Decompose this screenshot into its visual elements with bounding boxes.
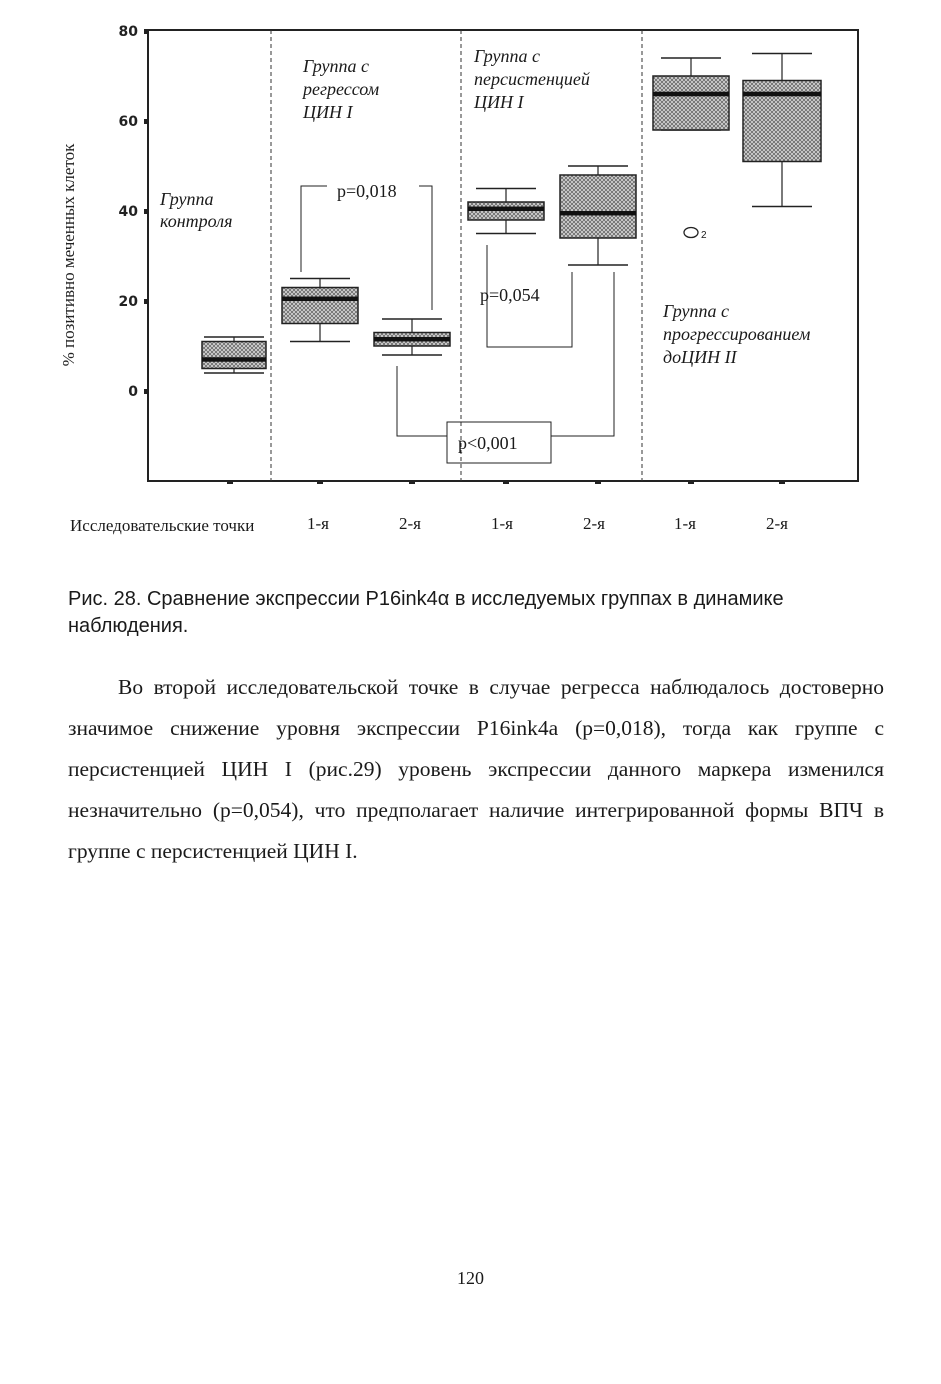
x-tick-label: 2-я (399, 514, 421, 533)
box-body (202, 342, 266, 369)
group-label-persist-line: ЦИН I (474, 92, 524, 112)
group-label-regress-line: Группа с (303, 56, 369, 76)
boxplot-chart (0, 0, 941, 510)
annotation-p-0001: p<0,001 (458, 433, 518, 453)
box-body (282, 288, 358, 324)
y-axis-label: % позитивно меченных клеток (59, 143, 78, 367)
y-tick-label: 40 (118, 204, 138, 220)
page-number: 120 (457, 1268, 484, 1288)
group-label-control-line: Группа (160, 189, 214, 209)
y-axis-ticks (119, 24, 148, 400)
outlier-point (684, 228, 698, 238)
box-4 (468, 189, 544, 234)
box-body (653, 76, 729, 130)
y-tick-mark (144, 209, 148, 214)
box-5 (560, 166, 636, 265)
group-label-progress (662, 301, 811, 367)
y-tick-mark (144, 299, 148, 304)
box-body (560, 175, 636, 238)
y-tick-label: 80 (118, 24, 138, 40)
x-axis-title: Исследовательские точки (70, 516, 255, 535)
outlier-label: 2 (701, 230, 707, 241)
group-label-persist-line: персистенцией (474, 69, 590, 89)
group-label-progress-line: доЦИН II (663, 347, 737, 367)
paragraph-text: Во второй исследовательской точке в случае регресса наблюдалось достоверно значимое снижение уровня экспрессии P16ink4a (p=0,018), тогда как группе с персистенцией ЦИН I (рис.29) уровень экспрессии данного маркера изменился незначительно (p=0,054), что предполагает наличие интегрированной формы ВПЧ в группе с персистенцией ЦИН I. (68, 675, 884, 863)
box-3 (374, 319, 450, 355)
group-label-persist-line: Группа с (474, 46, 540, 66)
y-tick-label: 0 (128, 384, 138, 400)
x-tick-label: 1-я (491, 514, 513, 533)
group-label-regress-line: регрессом (303, 79, 380, 99)
group-label-control-line: контроля (160, 211, 233, 231)
y-tick-mark (144, 29, 148, 34)
box-1 (202, 337, 266, 373)
group-label-progress-line: Группа с (663, 301, 729, 321)
y-tick-label: 20 (118, 294, 138, 310)
figure-caption: Рис. 28. Сравнение экспрессии P16ink4α в исследуемых группах в динамике наблюдения. (68, 588, 784, 637)
x-tick-label: 1-я (307, 514, 329, 533)
group-label-control (159, 189, 232, 231)
group-label-persist (473, 46, 590, 112)
group-label-progress-line: прогрессированием (663, 324, 811, 344)
y-tick-mark (144, 119, 148, 124)
annotation-p-0054: p=0,054 (480, 285, 540, 305)
box-2 (282, 279, 358, 342)
body-paragraph (68, 667, 884, 872)
y-tick-mark (144, 389, 148, 394)
x-tick-label: 2-я (583, 514, 605, 533)
box-7 (743, 54, 821, 207)
y-tick-label: 60 (118, 114, 138, 130)
box-6 (653, 58, 729, 130)
x-tick-label: 2-я (766, 514, 788, 533)
x-axis-labels (0, 512, 941, 562)
group-label-regress-line: ЦИН I (303, 102, 353, 122)
x-tick-label: 1-я (674, 514, 696, 533)
annotation-p-0018: p=0,018 (337, 181, 397, 201)
group-label-regress (301, 56, 380, 122)
